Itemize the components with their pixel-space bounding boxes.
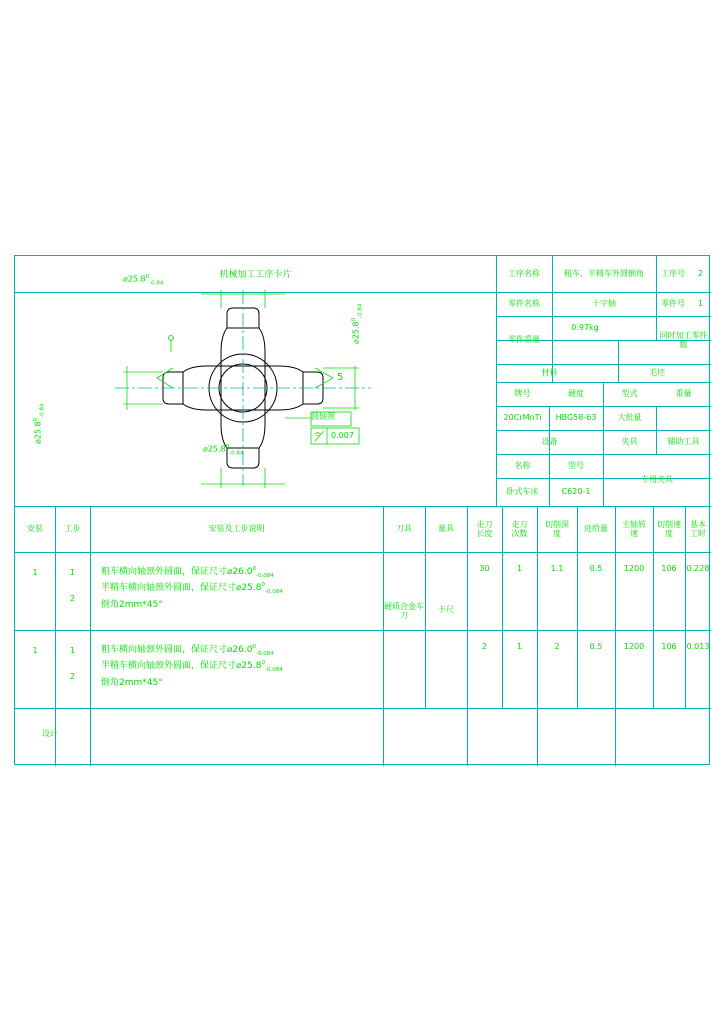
row2-cut-speed: 106 bbox=[661, 642, 677, 652]
hour-quota-label: 同时加工零件数 bbox=[659, 330, 708, 349]
part-drawing bbox=[15, 256, 495, 506]
row2-feed-rate: 0.5 bbox=[589, 642, 603, 652]
row1-tool: 硬质合金车刀 bbox=[384, 601, 424, 620]
colhead-cut-depth: 切削深度 bbox=[545, 519, 569, 538]
row1-step: 1 bbox=[69, 568, 76, 578]
dim-top-tol-up: 0 bbox=[145, 274, 150, 280]
dim-bottom-tol-up: 0 bbox=[225, 444, 230, 450]
part-name-label: 零件名称 bbox=[508, 299, 540, 309]
colhead-gauge: 量具 bbox=[438, 524, 454, 534]
dim-left-tol-lo: -0.84 bbox=[39, 403, 46, 418]
row1-desc-text2: 半精车横向轴颈外圆面，保证尺寸$⌀25.8^0_{-0.084}$ bbox=[101, 582, 283, 596]
dim-left-label bbox=[33, 404, 45, 444]
part-no-value: 1 bbox=[697, 299, 704, 309]
row2-base-time: 0.013 bbox=[686, 642, 710, 652]
row1-feed-rate: 0.5 bbox=[589, 564, 603, 574]
row1-spindle: 1200 bbox=[623, 564, 645, 574]
dim-right-label bbox=[351, 304, 363, 344]
dim-bottom-label bbox=[203, 444, 243, 456]
colhead-base-time: 基本工时 bbox=[690, 519, 706, 538]
row2-mount: 1 bbox=[32, 646, 38, 656]
row1-base-time: 0.228 bbox=[686, 564, 710, 574]
dim-top-value: ⌀25.8 bbox=[123, 274, 146, 284]
row2-step2: 2 bbox=[69, 672, 76, 682]
row2-desc-line1 bbox=[95, 644, 380, 658]
row1-feed-len: 30 bbox=[479, 564, 490, 574]
row2-desc-text3: 倒角2mm*45° bbox=[101, 677, 163, 688]
dimension-lines bbox=[123, 290, 359, 488]
dim-top-label bbox=[123, 274, 163, 286]
process-no-label: 工序号 bbox=[661, 269, 685, 279]
row2-desc-text1: 粗车横向轴颈外圆面，保证尺寸$⌀26.0^0_{-0.084}$ bbox=[101, 644, 274, 658]
vrule-footer-1 bbox=[383, 708, 384, 766]
colhead-tool: 刀具 bbox=[396, 524, 412, 534]
row1-desc-line2 bbox=[95, 582, 380, 596]
dim-top-tol-lo: -0.84 bbox=[149, 280, 164, 287]
part-no-label: 零件号 bbox=[661, 299, 685, 309]
row2-feed-len: 2 bbox=[481, 642, 488, 652]
datum-note-label: 圆轴颈 bbox=[311, 412, 335, 421]
gdt-symbol-label: ⌯ bbox=[314, 429, 322, 439]
equipment-label: 设备 bbox=[541, 437, 558, 447]
row1-desc-line3 bbox=[95, 598, 380, 612]
hardness-value: HBG58-63 bbox=[555, 413, 597, 423]
gdt-value-label: 0.007 bbox=[331, 431, 354, 440]
row2-spindle: 1200 bbox=[623, 642, 645, 652]
colhead-step: 工步 bbox=[64, 524, 81, 534]
colhead-spindle: 主轴转速 bbox=[622, 519, 646, 538]
row1-desc-text3: 倒角2mm*45° bbox=[101, 599, 163, 610]
row2-desc-line3 bbox=[95, 676, 380, 690]
part-weight-label: 零件重量 bbox=[508, 335, 540, 345]
dim-right-tol-lo: -0.84 bbox=[357, 303, 364, 318]
machine-model: C620-1 bbox=[561, 487, 591, 497]
row2-desc-text2: 半精车横向轴颈外圆面，保证尺寸$⌀25.8^0_{-0.084}$ bbox=[101, 660, 283, 674]
colhead-cut-speed: 切削速度 bbox=[657, 519, 681, 538]
row1-cut-speed: 106 bbox=[661, 564, 677, 574]
part-weight-extra bbox=[552, 340, 618, 364]
hardness-label: 硬度 bbox=[568, 389, 584, 399]
vrule-footer-2 bbox=[467, 708, 468, 766]
colhead-feed-rate: 进给量 bbox=[584, 524, 608, 534]
design-label: 设计 bbox=[42, 729, 58, 739]
center-lines bbox=[115, 290, 371, 486]
machine-name: 卧式车床 bbox=[506, 487, 539, 497]
part-weight-value: 0.97kg bbox=[571, 323, 599, 333]
form-value: 大批量 bbox=[617, 413, 642, 423]
rule-colhead-bottom bbox=[15, 552, 711, 553]
dim-bottom-value: ⌀25.8 bbox=[203, 444, 226, 454]
weight-label: 重量 bbox=[675, 389, 692, 399]
dim-left-tol-up: 0 bbox=[33, 417, 39, 422]
row1-cut-depth: 1.1 bbox=[550, 564, 564, 574]
row1-feed-cnt: 1 bbox=[516, 564, 523, 574]
row2-step: 1 bbox=[69, 646, 76, 656]
dim-bottom-tol-lo: -0.84 bbox=[229, 450, 244, 457]
name-label: 名称 bbox=[514, 461, 531, 471]
fixture-label: 夹具 bbox=[621, 437, 638, 447]
row1-desc-line1 bbox=[95, 566, 380, 580]
row1-desc-text1: 粗车横向轴颈外圆面，保证尺寸$⌀26.0^0_{-0.084}$ bbox=[101, 566, 274, 580]
process-no-value: 2 bbox=[697, 269, 704, 279]
process-name-label: 工序名称 bbox=[508, 269, 540, 279]
aux-tool-label: 辅助工具 bbox=[667, 437, 700, 447]
fixture-value: 专用夹具 bbox=[641, 475, 673, 485]
grade-label: 牌号 bbox=[514, 389, 531, 399]
page-title: 机械加工工序卡片 bbox=[219, 269, 292, 280]
row1-mount: 1 bbox=[32, 568, 38, 578]
process-name-value: 粗车、半精车外圆倒角 bbox=[564, 269, 644, 279]
row1-gauge: 卡尺 bbox=[438, 605, 454, 615]
colhead-feed-len: 走刀长度 bbox=[476, 519, 493, 538]
colhead-mount: 安装 bbox=[27, 524, 43, 534]
row2-cut-depth: 2 bbox=[554, 642, 560, 652]
colhead-desc: 安装及工步说明 bbox=[208, 524, 265, 534]
dim-right-tol-up: 0 bbox=[351, 317, 357, 322]
roughness-label: 5 bbox=[337, 372, 344, 383]
dim-right-value: ⌀25.8 bbox=[351, 321, 361, 344]
row1-step2: 2 bbox=[69, 594, 76, 604]
vrule-footer-4 bbox=[615, 708, 616, 766]
row2-desc-line2 bbox=[95, 660, 380, 674]
vrule-footer-3 bbox=[537, 708, 538, 766]
rule-body-bottom bbox=[15, 708, 711, 709]
hour-quota-extra bbox=[618, 340, 656, 364]
process-card-sheet bbox=[14, 255, 710, 765]
colhead-feed-cnt: 走刀次数 bbox=[511, 519, 528, 538]
part-name-value: 十字轴 bbox=[592, 299, 616, 309]
form-label: 型式 bbox=[621, 389, 638, 399]
material-label: 材料 bbox=[541, 368, 558, 378]
weight-value bbox=[656, 406, 711, 430]
row2-feed-cnt: 1 bbox=[516, 642, 523, 652]
model-label: 型号 bbox=[568, 461, 584, 471]
rule-row-split bbox=[15, 630, 711, 631]
cross-shaft-drawing-svg bbox=[15, 256, 495, 506]
dim-left-value: ⌀25.8 bbox=[33, 421, 43, 444]
grade-value: 20CrMnTi bbox=[503, 413, 542, 423]
blank-label: 毛坯 bbox=[649, 368, 665, 378]
